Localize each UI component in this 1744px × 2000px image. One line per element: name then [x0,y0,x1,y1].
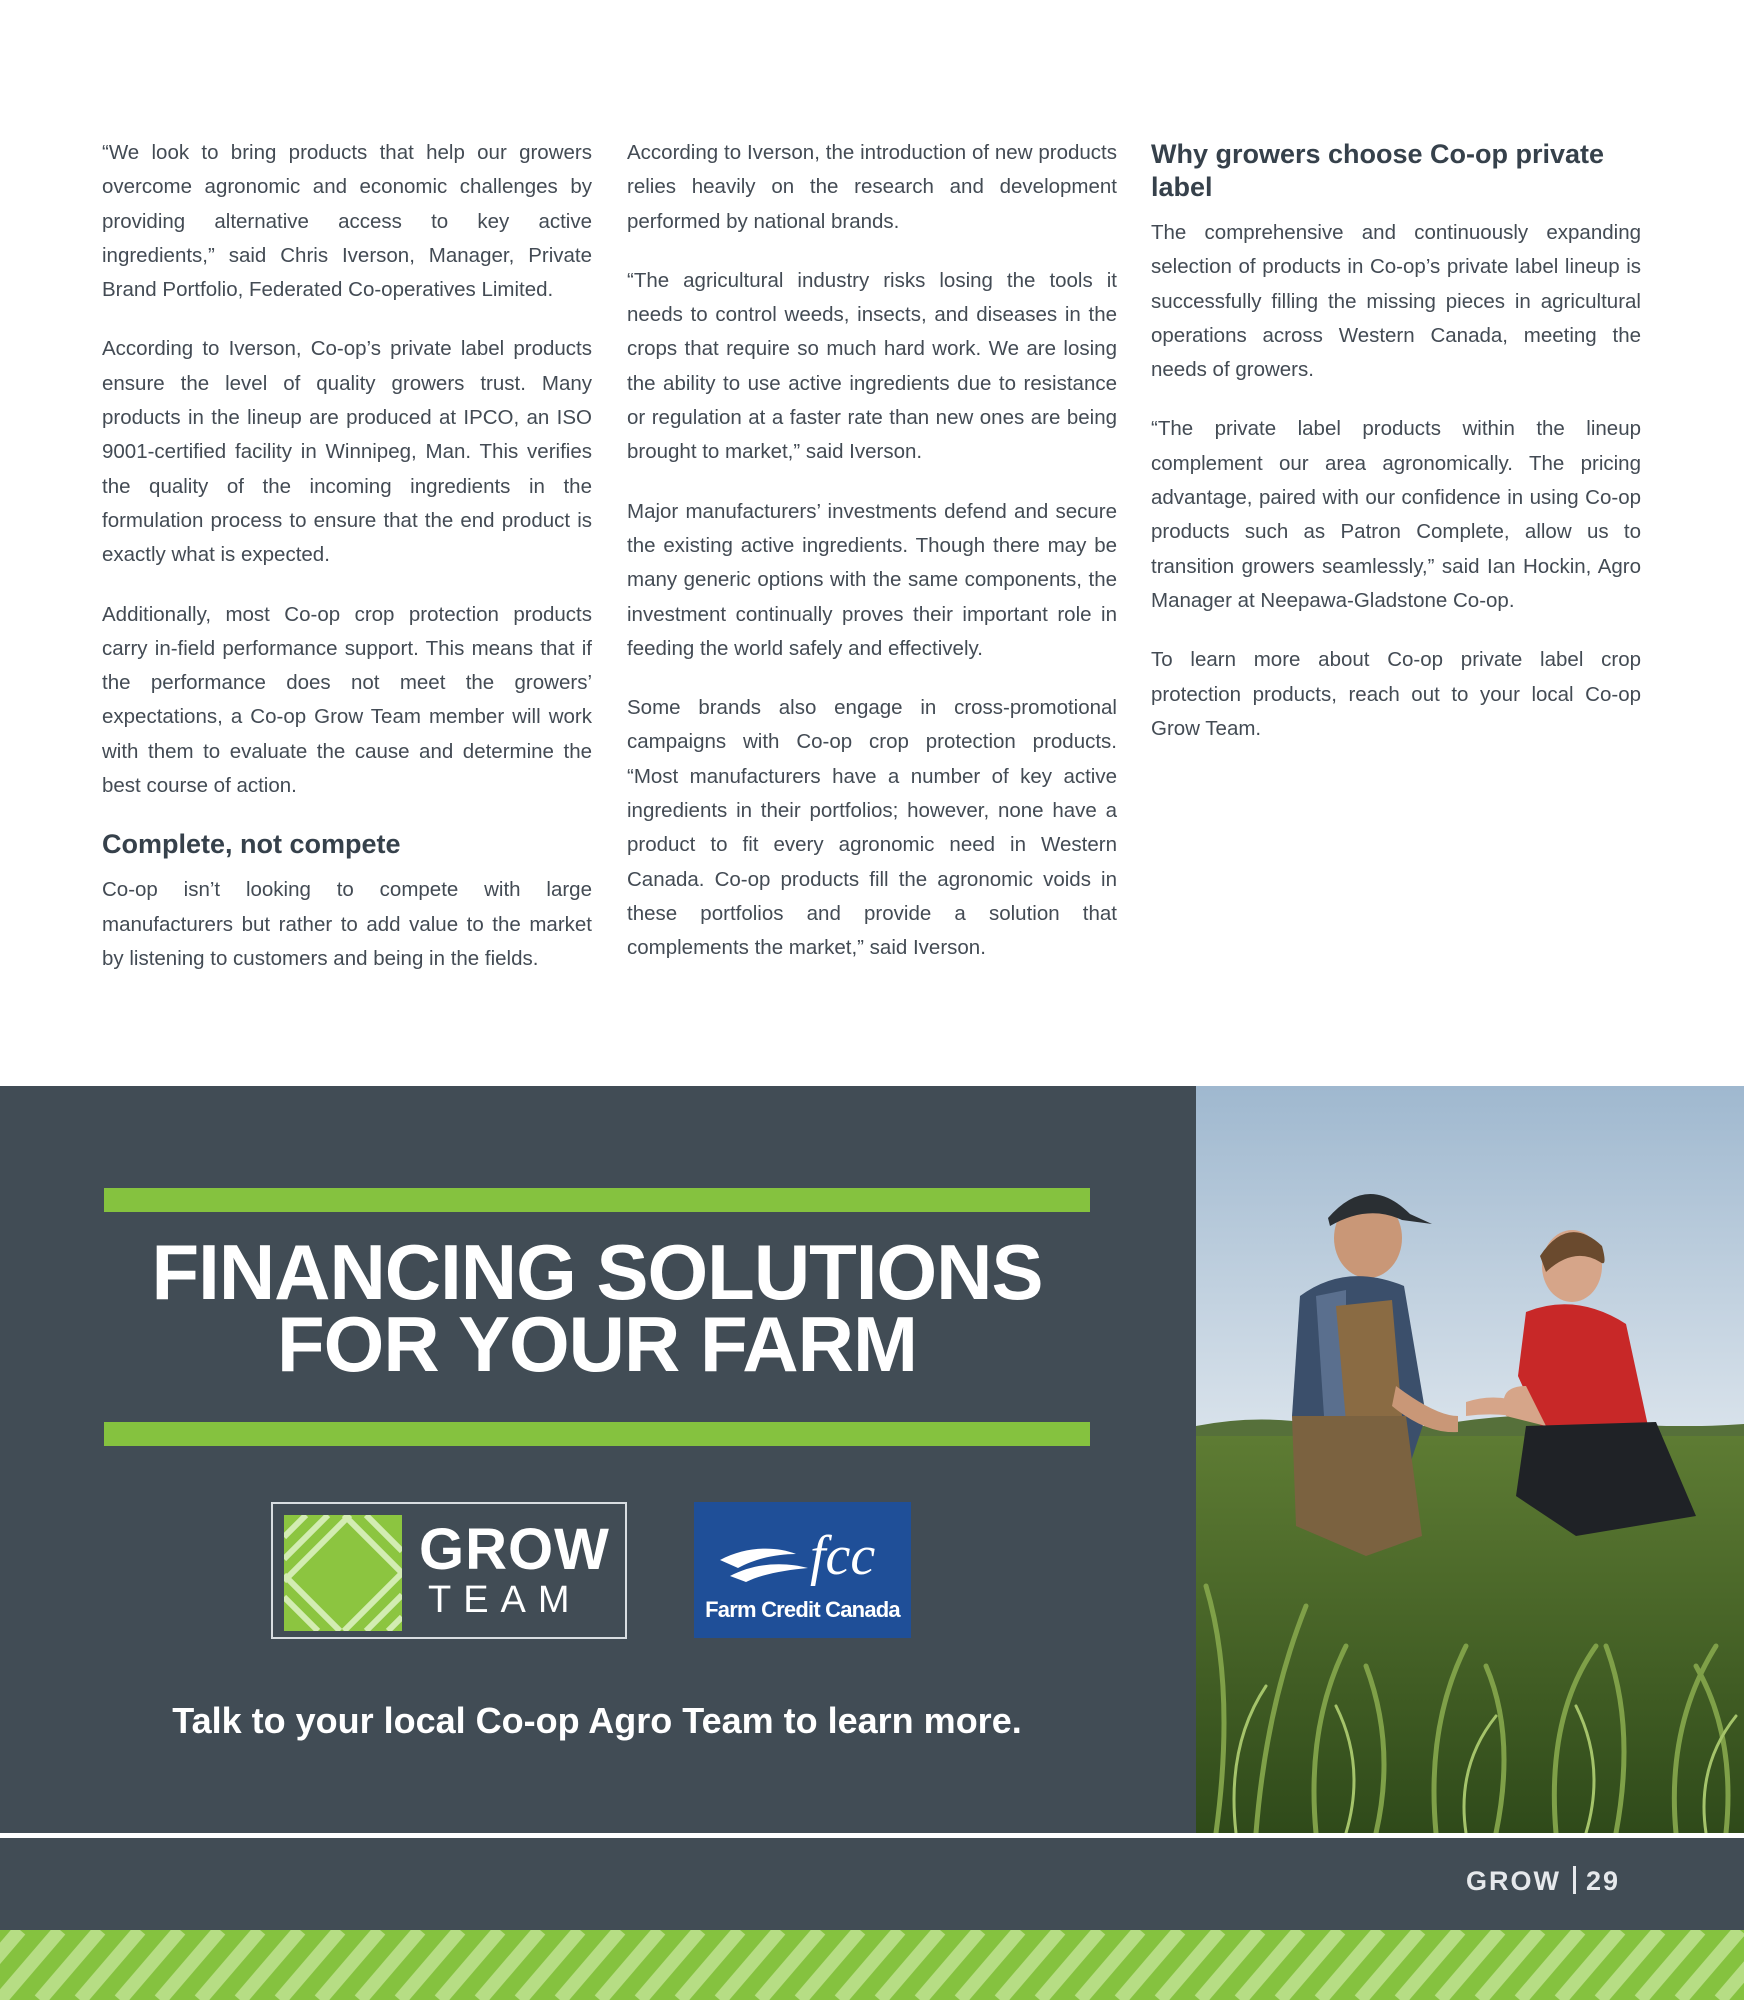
section-heading-why-growers: Why growers choose Co-op private label [1151,139,1605,202]
farmers-photo [1196,1086,1744,1833]
col1-paragraph-4: Co-op isn’t looking to compete with large manufacturers but rather to add value to the market by listening to customers and being in the fields. [102,878,592,970]
col3-paragraph-1: The comprehensive and continuously expanding selection of products in Co-op’s private label lineup is successfully filling the missing pieces in agricultural operations across Western Canada, meeting the needs of growers. [1151,221,1641,382]
page-footer [0,1833,1744,2000]
article-column-2 [627,136,1117,991]
financing-ad [0,1086,1196,1833]
col2-paragraph-3: Major manufacturers’ investments defend and secure the existing active ingredients. Though there may be many generic options with the same components, the investment continually proves their important role in feeding the world safely and effectively. [627,499,1117,660]
footer-folio [1466,1866,1620,1897]
footer-stripe-pattern [0,1930,1744,2000]
col1-paragraph-3: Additionally, most Co-op crop protection products carry in-field performance support. This means that if the performance does not meet the growers’ expectations, a Co-op Grow Team member will work with them to evaluate the cause and determine the best course of action. [102,602,592,798]
fcc-logo-name: Farm Credit Canada [705,1597,900,1622]
ad-green-bar-top [104,1188,1090,1212]
article-column-1 [102,136,592,1001]
col2-paragraph-2: “The agricultural industry risks losing the tools it needs to control weeds, insects, and diseases in the crops that require so much hard work. We are losing the ability to use active ingredients due to resistance or regulation at a faster rate than new ones are being brought to market,” said Iverson. [627,268,1117,464]
section-heading-complete-not-compete: Complete, not compete [102,829,401,860]
grow-team-logo [271,1502,627,1639]
col1-paragraph-2: According to Iverson, Co-op’s private label products ensure the level of quality growers trust. Many products in the lineup are produced at IPCO, an ISO 9001-certified facility in Winnipeg, Man. This verifies the quality of the incoming ingredients in the formulation process to ensure that the end product is exactly what is expected. [102,337,592,567]
ad-green-bar-bottom [104,1422,1090,1446]
ad-headline [104,1228,1090,1388]
grow-team-logo-mark-icon [284,1515,402,1631]
col3-paragraph-3: To learn more about Co-op private label crop protection products, reach out to your local Co-op Grow Team. [1151,648,1641,740]
ad-headline-line-2: FOR YOUR FARM [277,1300,917,1388]
footer-band [0,1838,1744,1930]
footer-page-number: 29 [1585,1866,1620,1896]
col3-paragraph-2: “The private label products within the lineup complement our area agronomically. The pricing advantage, paired with our confidence in using Co-op products such as Patron Complete, allow us to transition growers seamlessly,” said Ian Hockin, Agro Manager at Neepawa-Gladstone Co-op. [1151,417,1641,612]
ad-call-to-action: Talk to your local Co-op Agro Team to learn more. [172,1700,1022,1741]
col1-paragraph-1: “We look to bring products that help our growers overcome agronomic and economic challenges by providing alternative access to key active ingredients,” said Chris Iverson, Manager, Private Brand Portfolio, Federated Co-operatives Limited. [102,141,592,302]
farmers-field-image [1196,1086,1744,1833]
team-logo-word: TEAM [428,1579,582,1621]
fcc-wing-mark-icon [716,1516,892,1592]
fcc-mark-text: fcc [810,1525,876,1587]
footer-magazine-name: GROW [1465,1866,1561,1896]
col2-paragraph-4: Some brands also engage in cross-promotional campaigns with Co-op crop protection products. “Most manufacturers have a number of key active ingredients in their portfolios; however, none have a product to fit every agronomic need in Western Canada. Co-op products fill the agronomic voids in these portfolios and provide a solution that complements the market,” said Iverson. [627,696,1117,960]
footer-separator [1573,1866,1576,1894]
article-column-3 [1151,136,1641,771]
col2-paragraph-1: According to Iverson, the introduction of new products relies heavily on the research and development performed by national brands. [627,141,1117,233]
fcc-logo [694,1502,911,1638]
ad-headline-line-1: FINANCING SOLUTIONS [151,1228,1043,1316]
grow-logo-word: GROW [419,1517,610,1582]
